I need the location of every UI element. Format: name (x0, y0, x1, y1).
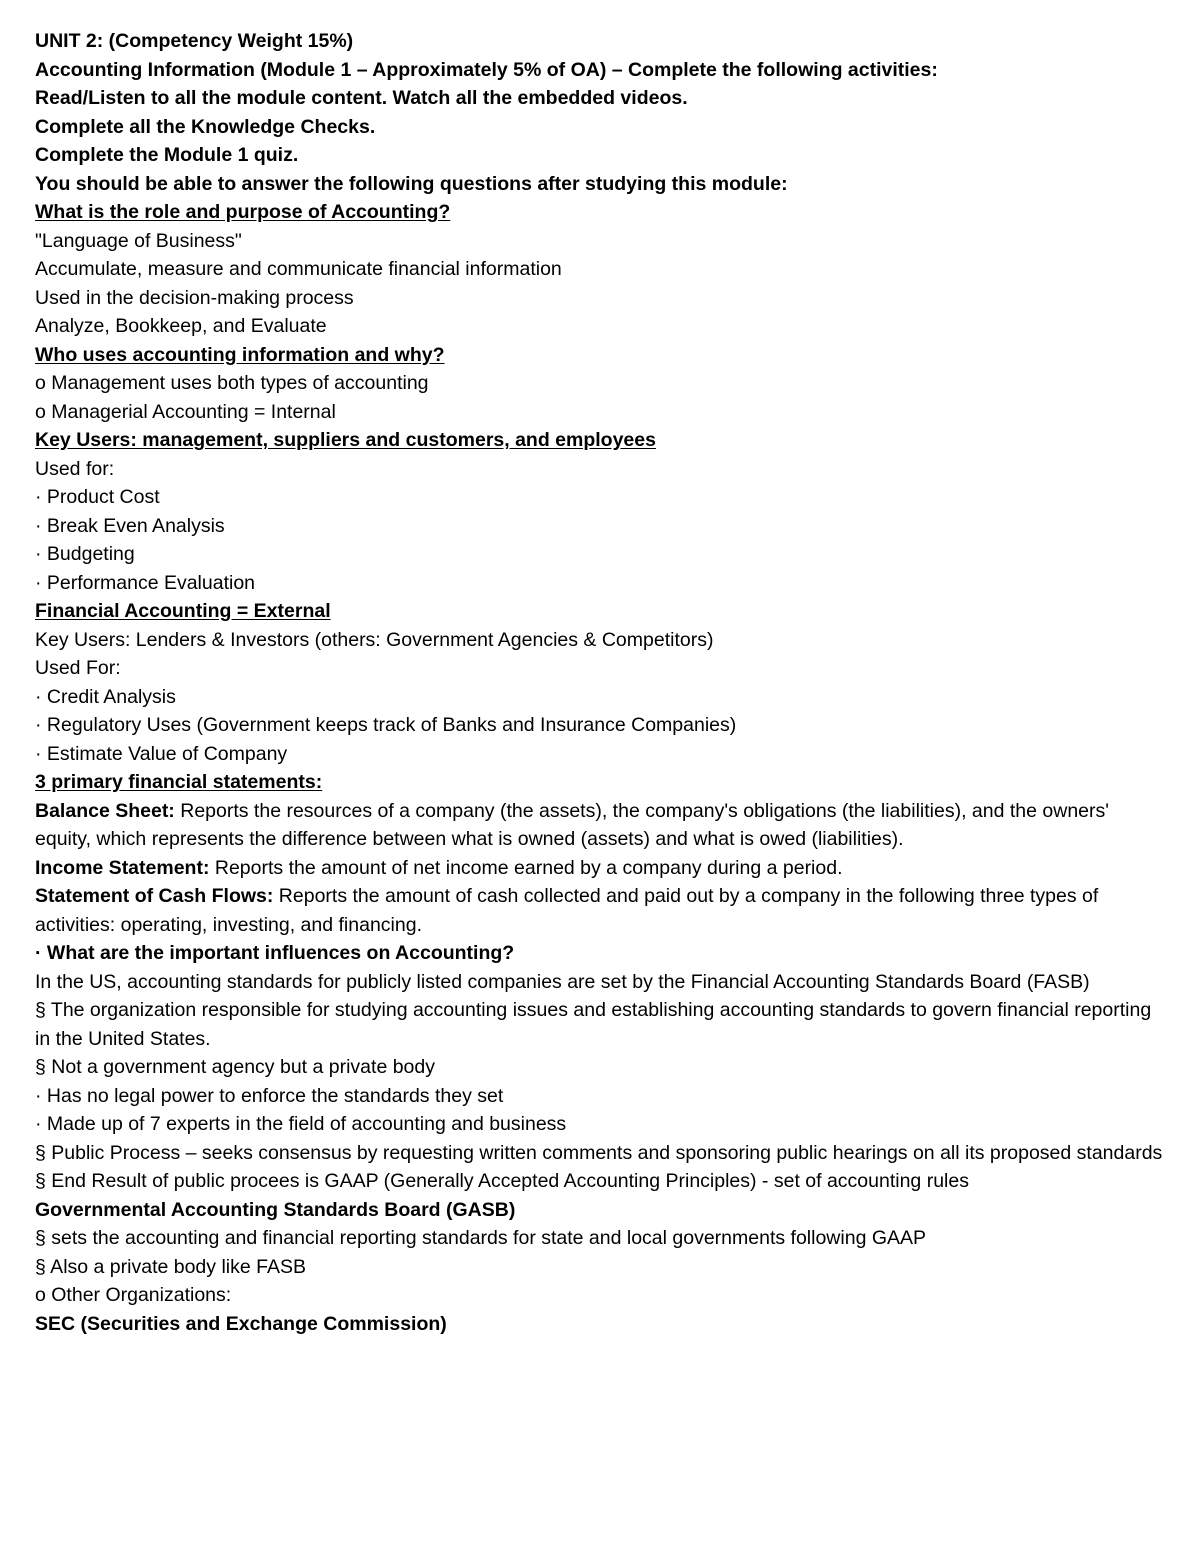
users-heading: Who uses accounting information and why? (35, 343, 445, 366)
activity-module-quiz: Complete the Module 1 quiz. (35, 144, 299, 166)
managerial-item: · Break Even Analysis (35, 514, 225, 537)
activity-knowledge-checks: Complete all the Knowledge Checks. (35, 115, 376, 138)
managerial-item: · Product Cost (35, 486, 160, 508)
cash-flows-text: Reports the amount of cash collected and paid out by a company in the following three types of activities: operating, investing, and financing. (35, 885, 1099, 936)
influences-item: · Made up of 7 experts in the field of accounting and business (35, 1113, 567, 1135)
activity-read-listen: Read/Listen to all the module content. Watch all the embedded videos. (35, 87, 688, 109)
income-statement-text: Reports the amount of net income earned by a company during a period. (209, 856, 843, 879)
financial-item: · Estimate Value of Company (35, 742, 288, 765)
managerial-item: · Performance Evaluation (35, 571, 256, 594)
sec-heading: SEC (Securities and Exchange Commission) (35, 1312, 447, 1335)
gasb-item: § Also a private body like FASB (35, 1255, 306, 1278)
financial-item: · Credit Analysis (35, 685, 176, 708)
role-item: Analyze, Bookkeep, and Evaluate (35, 315, 327, 337)
role-item: Used in the decision-making process (35, 286, 354, 309)
financial-item: · Regulatory Uses (Government keeps track of Banks and Insurance Companies) (35, 714, 737, 736)
influences-item: In the US, accounting standards for publicly listed companies are set by the Financial Accounting Standards Board (FASB) (35, 970, 1090, 993)
financial-key-users: Key Users: Lenders & Investors (others: Government Agencies & Competitors) (35, 628, 714, 651)
influences-item: · Has no legal power to enforce the standards they set (35, 1084, 504, 1107)
influences-item: § Not a government agency but a private body (35, 1056, 435, 1078)
gasb-item: o Other Organizations: (35, 1284, 232, 1306)
gasb-item: § sets the accounting and financial reporting standards for state and local governments following GAAP (35, 1227, 927, 1249)
influences-item: § The organization responsible for studying accounting issues and establishing accounting standards to govern financial reporting in the United States. (35, 999, 1152, 1050)
influences-item: § End Result of public procees is GAAP (Generally Accepted Accounting Principles) - set of accounting rules (35, 1170, 969, 1192)
financial-heading: Financial Accounting = External (35, 600, 331, 622)
managerial-item: · Budgeting (35, 543, 135, 565)
influences-heading: · What are the important influences on Accounting? (35, 942, 515, 964)
document-body (35, 27, 1165, 1338)
managerial-heading: Key Users: management, suppliers and customers, and employees (35, 429, 656, 451)
users-item: o Management uses both types of accounting (35, 372, 429, 394)
managerial-used-for: Used for: (35, 457, 115, 480)
gasb-heading: Governmental Accounting Standards Board (GASB) (35, 1198, 516, 1221)
statements-heading: 3 primary financial statements: (35, 771, 323, 793)
balance-sheet-text: Reports the resources of a company (the assets), the company's obligations (the liabilities), and the owners' equity, which represents the difference between what is owned (assets) and what is owed (liabilities). (35, 799, 1109, 850)
financial-used-for: Used For: (35, 657, 121, 679)
role-item: "Language of Business" (35, 229, 242, 252)
role-heading: What is the role and purpose of Accounting? (35, 201, 451, 223)
module-line: Accounting Information (Module 1 – Approximately 5% of OA) – Complete the following activities: (35, 58, 938, 81)
income-statement-paragraph (35, 854, 1165, 883)
cash-flows-paragraph (35, 882, 1165, 939)
balance-sheet-label: Balance Sheet: (35, 799, 175, 822)
cash-flows-label: Statement of Cash Flows: (35, 885, 274, 907)
unit-title: UNIT 2: (Competency Weight 15%) (35, 30, 354, 52)
users-item: o Managerial Accounting = Internal (35, 400, 336, 423)
balance-sheet-paragraph (35, 797, 1165, 854)
income-statement-label: Income Statement: (35, 856, 210, 879)
role-item: Accumulate, measure and communicate financial information (35, 258, 562, 280)
questions-intro: You should be able to answer the following questions after studying this module: (35, 172, 788, 195)
influences-item: § Public Process – seeks consensus by requesting written comments and sponsoring public hearings on all its proposed standards (35, 1141, 1163, 1164)
